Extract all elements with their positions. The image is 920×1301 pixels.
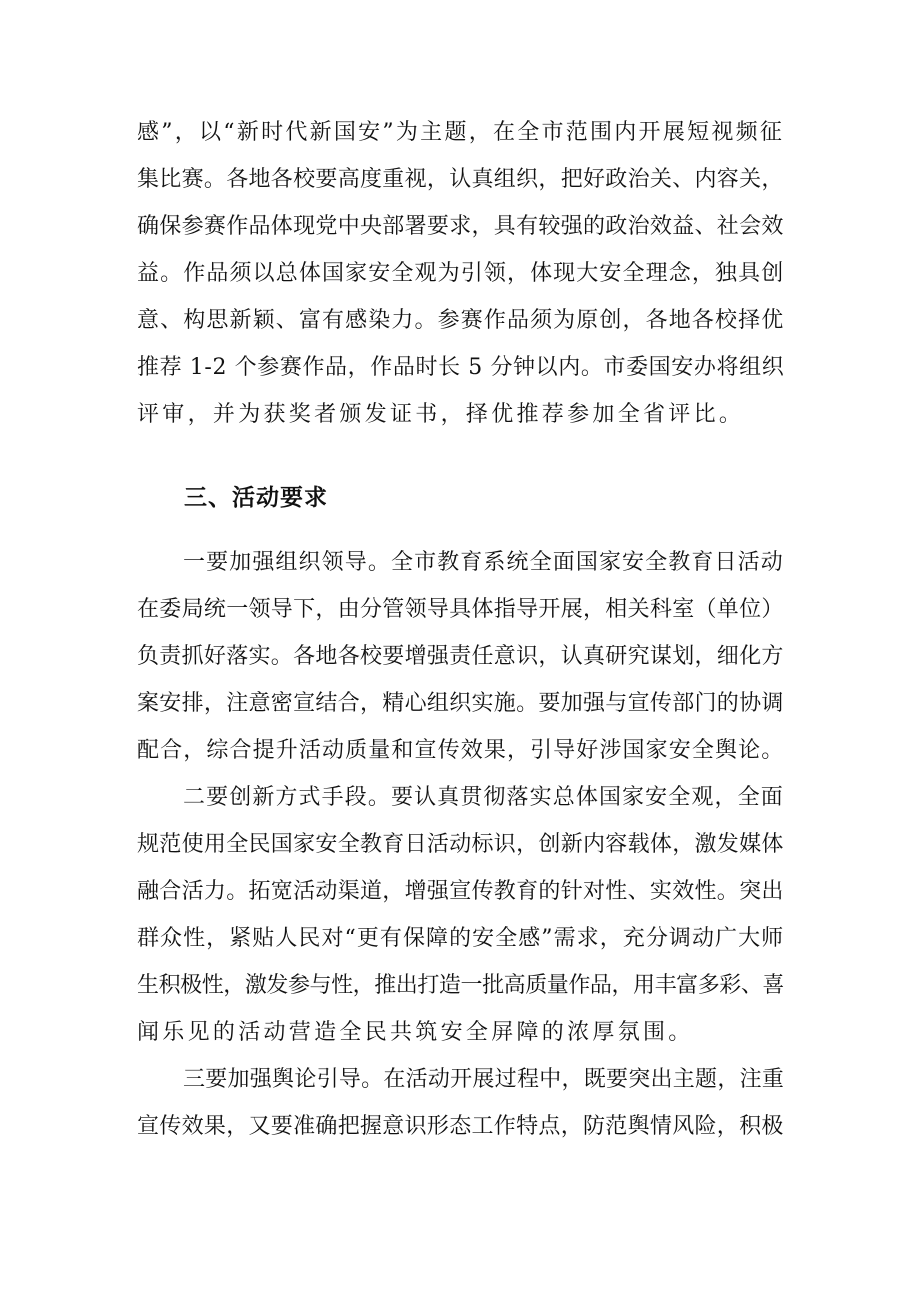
body-text-line: 益。作品须以总体国家安全观为引领，体现大安全理念，独具创 — [137, 261, 785, 286]
paragraph-first-line: 一要加强组织领导。全市教育系统全面国家安全教育日活动 — [183, 550, 784, 575]
body-text-line: 群众性，紧贴人民对“更有保障的安全感”需求，充分调动广大师 — [137, 926, 785, 951]
section-heading: 三、活动要求 — [184, 485, 328, 511]
body-text-line: 案安排，注意密宣结合，精心组织实施。要加强与宣传部门的协调 — [137, 691, 784, 716]
body-text-line: 宣传效果，又要准确把握意识形态工作特点，防范舆情风险，积极 — [137, 1114, 784, 1139]
body-text-line: 确保参赛作品体现党中央部署要求，具有较强的政治效益、社会效 — [137, 214, 784, 239]
body-text-line: 评审，并为获奖者颁发证书，择优推荐参加全省评比。 — [137, 402, 745, 427]
body-text-line: 融合活力。拓宽活动渠道，增强宣传教育的针对性、实效性。突出 — [137, 879, 784, 904]
body-text-line: 感”，以“新时代新国安”为主题，在全市范围内开展短视频征 — [137, 120, 785, 145]
paragraph-first-line: 三要加强舆论引导。在活动开展过程中，既要突出主题，注重 — [183, 1067, 785, 1092]
body-text-line: 生积极性，激发参与性，推出打造一批高质量作品，用丰富多彩、喜 — [137, 973, 785, 998]
body-text-line: 闻乐见的活动营造全民共筑安全屏障的浓厚氛围。 — [137, 1020, 694, 1045]
body-text-line: 规范使用全民国家安全教育日活动标识，创新内容载体，激发媒体 — [137, 832, 784, 857]
body-text-line: 负责抓好落实。各地各校要增强责任意识，认真研究谋划，细化方 — [137, 644, 784, 669]
body-text-line: 集比赛。各地各校要高度重视，认真组织，把好政治关、内容关， — [137, 167, 784, 192]
body-text-line: 意、构思新颖、富有感染力。参赛作品须为原创，各地各校择优 — [137, 308, 785, 333]
paragraph-first-line: 二要创新方式手段。要认真贯彻落实总体国家安全观，全面 — [183, 785, 784, 810]
body-text-line: 在委局统一领导下，由分管领导具体指导开展，相关科室（单位） — [137, 597, 784, 622]
body-text-line: 配合，综合提升活动质量和宣传效果，引导好涉国家安全舆论。 — [137, 738, 785, 763]
body-text-line: 推荐 1-2 个参赛作品，作品时长 5 分钟以内。市委国安办将组织 — [137, 355, 785, 380]
